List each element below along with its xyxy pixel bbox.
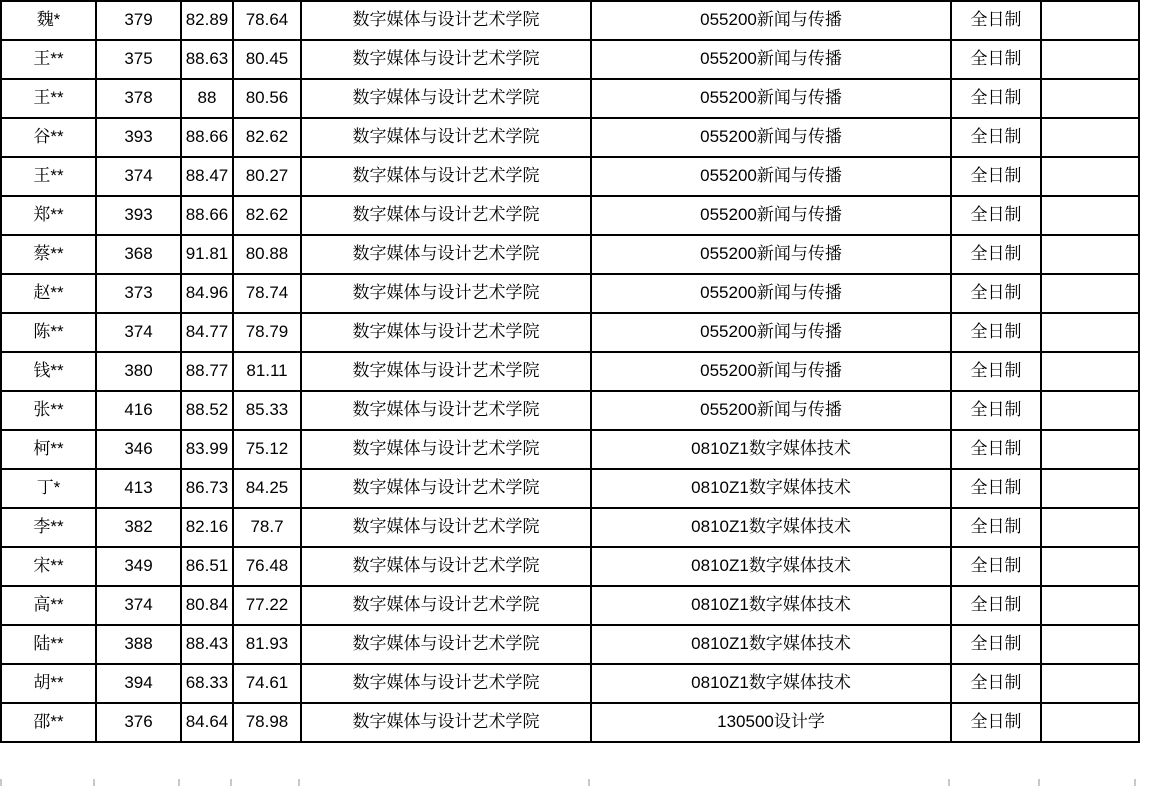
score-1-cell: 376	[96, 703, 181, 742]
score-1-cell: 413	[96, 469, 181, 508]
remark-cell	[1041, 469, 1139, 508]
score-3-cell: 78.7	[233, 508, 301, 547]
score-3-cell: 78.64	[233, 1, 301, 40]
score-1-cell: 379	[96, 1, 181, 40]
column-rule-stub	[1040, 779, 1136, 786]
major-cell: 055200新闻与传播	[591, 196, 951, 235]
major-cell: 055200新闻与传播	[591, 1, 951, 40]
score-1-cell: 394	[96, 664, 181, 703]
score-1-cell: 378	[96, 79, 181, 118]
score-2-cell: 84.64	[181, 703, 233, 742]
score-2-cell: 88.66	[181, 118, 233, 157]
name-cell: 李**	[1, 508, 96, 547]
study-mode-cell: 全日制	[951, 118, 1041, 157]
college-cell: 数字媒体与设计艺术学院	[301, 196, 591, 235]
score-3-cell: 85.33	[233, 391, 301, 430]
table-row	[1, 352, 1139, 391]
score-2-cell: 88.66	[181, 196, 233, 235]
table-row	[1, 40, 1139, 79]
major-cell: 0810Z1数字媒体技术	[591, 586, 951, 625]
score-2-cell: 88.52	[181, 391, 233, 430]
score-3-cell: 80.45	[233, 40, 301, 79]
score-3-cell: 78.79	[233, 313, 301, 352]
score-3-cell: 75.12	[233, 430, 301, 469]
column-rule-stub	[232, 779, 300, 786]
column-rule-stub	[0, 779, 95, 786]
name-cell: 高**	[1, 586, 96, 625]
column-rule-stub	[950, 779, 1040, 786]
study-mode-cell: 全日制	[951, 196, 1041, 235]
study-mode-cell: 全日制	[951, 157, 1041, 196]
score-2-cell: 88.63	[181, 40, 233, 79]
remark-cell	[1041, 118, 1139, 157]
score-1-cell: 393	[96, 196, 181, 235]
major-cell: 055200新闻与传播	[591, 274, 951, 313]
college-cell: 数字媒体与设计艺术学院	[301, 157, 591, 196]
score-3-cell: 80.56	[233, 79, 301, 118]
study-mode-cell: 全日制	[951, 79, 1041, 118]
major-cell: 055200新闻与传播	[591, 235, 951, 274]
score-3-cell: 77.22	[233, 586, 301, 625]
remark-cell	[1041, 547, 1139, 586]
results-table-body	[1, 1, 1139, 742]
name-cell: 赵**	[1, 274, 96, 313]
college-cell: 数字媒体与设计艺术学院	[301, 352, 591, 391]
table-row	[1, 313, 1139, 352]
college-cell: 数字媒体与设计艺术学院	[301, 547, 591, 586]
study-mode-cell: 全日制	[951, 235, 1041, 274]
table-row	[1, 508, 1139, 547]
college-cell: 数字媒体与设计艺术学院	[301, 586, 591, 625]
major-cell: 0810Z1数字媒体技术	[591, 469, 951, 508]
table-row	[1, 625, 1139, 664]
column-rule-stub	[95, 779, 180, 786]
major-cell: 055200新闻与传播	[591, 40, 951, 79]
cropped-next-row-border	[0, 779, 1138, 786]
score-2-cell: 91.81	[181, 235, 233, 274]
score-1-cell: 374	[96, 586, 181, 625]
score-1-cell: 380	[96, 352, 181, 391]
score-1-cell: 416	[96, 391, 181, 430]
study-mode-cell: 全日制	[951, 469, 1041, 508]
major-cell: 055200新闻与传播	[591, 391, 951, 430]
score-3-cell: 80.88	[233, 235, 301, 274]
table-row	[1, 430, 1139, 469]
study-mode-cell: 全日制	[951, 586, 1041, 625]
college-cell: 数字媒体与设计艺术学院	[301, 391, 591, 430]
table-row	[1, 118, 1139, 157]
name-cell: 宋**	[1, 547, 96, 586]
major-cell: 055200新闻与传播	[591, 118, 951, 157]
major-cell: 055200新闻与传播	[591, 157, 951, 196]
table-row	[1, 391, 1139, 430]
college-cell: 数字媒体与设计艺术学院	[301, 430, 591, 469]
score-1-cell: 374	[96, 313, 181, 352]
college-cell: 数字媒体与设计艺术学院	[301, 118, 591, 157]
remark-cell	[1041, 430, 1139, 469]
college-cell: 数字媒体与设计艺术学院	[301, 1, 591, 40]
college-cell: 数字媒体与设计艺术学院	[301, 274, 591, 313]
remark-cell	[1041, 703, 1139, 742]
table-row	[1, 235, 1139, 274]
remark-cell	[1041, 40, 1139, 79]
name-cell: 魏*	[1, 1, 96, 40]
remark-cell	[1041, 664, 1139, 703]
study-mode-cell: 全日制	[951, 703, 1041, 742]
score-1-cell: 374	[96, 157, 181, 196]
study-mode-cell: 全日制	[951, 508, 1041, 547]
remark-cell	[1041, 391, 1139, 430]
major-cell: 130500设计学	[591, 703, 951, 742]
score-1-cell: 349	[96, 547, 181, 586]
name-cell: 郑**	[1, 196, 96, 235]
study-mode-cell: 全日制	[951, 664, 1041, 703]
table-row	[1, 586, 1139, 625]
name-cell: 丁*	[1, 469, 96, 508]
score-2-cell: 86.73	[181, 469, 233, 508]
name-cell: 陆**	[1, 625, 96, 664]
score-2-cell: 84.77	[181, 313, 233, 352]
remark-cell	[1041, 625, 1139, 664]
table-row	[1, 469, 1139, 508]
major-cell: 0810Z1数字媒体技术	[591, 547, 951, 586]
column-rule-stub	[590, 779, 950, 786]
score-3-cell: 76.48	[233, 547, 301, 586]
remark-cell	[1041, 274, 1139, 313]
score-3-cell: 82.62	[233, 196, 301, 235]
table-row	[1, 703, 1139, 742]
score-1-cell: 373	[96, 274, 181, 313]
remark-cell	[1041, 1, 1139, 40]
study-mode-cell: 全日制	[951, 391, 1041, 430]
college-cell: 数字媒体与设计艺术学院	[301, 235, 591, 274]
score-2-cell: 83.99	[181, 430, 233, 469]
name-cell: 王**	[1, 79, 96, 118]
score-2-cell: 88	[181, 79, 233, 118]
study-mode-cell: 全日制	[951, 313, 1041, 352]
college-cell: 数字媒体与设计艺术学院	[301, 508, 591, 547]
table-row	[1, 1, 1139, 40]
name-cell: 邵**	[1, 703, 96, 742]
major-cell: 0810Z1数字媒体技术	[591, 664, 951, 703]
major-cell: 0810Z1数字媒体技术	[591, 508, 951, 547]
score-1-cell: 382	[96, 508, 181, 547]
score-3-cell: 78.98	[233, 703, 301, 742]
table-row	[1, 274, 1139, 313]
score-1-cell: 393	[96, 118, 181, 157]
score-2-cell: 88.43	[181, 625, 233, 664]
remark-cell	[1041, 79, 1139, 118]
score-3-cell: 81.93	[233, 625, 301, 664]
name-cell: 张**	[1, 391, 96, 430]
column-rule-stub	[180, 779, 232, 786]
remark-cell	[1041, 157, 1139, 196]
column-rule-stub	[300, 779, 590, 786]
name-cell: 钱**	[1, 352, 96, 391]
college-cell: 数字媒体与设计艺术学院	[301, 625, 591, 664]
score-2-cell: 68.33	[181, 664, 233, 703]
table-row	[1, 547, 1139, 586]
name-cell: 陈**	[1, 313, 96, 352]
major-cell: 055200新闻与传播	[591, 352, 951, 391]
score-3-cell: 82.62	[233, 118, 301, 157]
table-row	[1, 79, 1139, 118]
table-row	[1, 157, 1139, 196]
score-2-cell: 82.16	[181, 508, 233, 547]
study-mode-cell: 全日制	[951, 1, 1041, 40]
score-3-cell: 80.27	[233, 157, 301, 196]
college-cell: 数字媒体与设计艺术学院	[301, 664, 591, 703]
score-2-cell: 88.77	[181, 352, 233, 391]
study-mode-cell: 全日制	[951, 430, 1041, 469]
name-cell: 胡**	[1, 664, 96, 703]
name-cell: 蔡**	[1, 235, 96, 274]
score-1-cell: 368	[96, 235, 181, 274]
major-cell: 0810Z1数字媒体技术	[591, 625, 951, 664]
score-2-cell: 80.84	[181, 586, 233, 625]
score-2-cell: 84.96	[181, 274, 233, 313]
remark-cell	[1041, 508, 1139, 547]
name-cell: 柯**	[1, 430, 96, 469]
remark-cell	[1041, 235, 1139, 274]
table-row	[1, 196, 1139, 235]
major-cell: 055200新闻与传播	[591, 313, 951, 352]
study-mode-cell: 全日制	[951, 274, 1041, 313]
remark-cell	[1041, 196, 1139, 235]
score-1-cell: 375	[96, 40, 181, 79]
score-3-cell: 84.25	[233, 469, 301, 508]
score-3-cell: 78.74	[233, 274, 301, 313]
remark-cell	[1041, 313, 1139, 352]
remark-cell	[1041, 352, 1139, 391]
name-cell: 谷**	[1, 118, 96, 157]
score-2-cell: 88.47	[181, 157, 233, 196]
score-3-cell: 81.11	[233, 352, 301, 391]
study-mode-cell: 全日制	[951, 352, 1041, 391]
name-cell: 王**	[1, 40, 96, 79]
college-cell: 数字媒体与设计艺术学院	[301, 79, 591, 118]
table-row	[1, 664, 1139, 703]
score-1-cell: 388	[96, 625, 181, 664]
score-1-cell: 346	[96, 430, 181, 469]
score-2-cell: 86.51	[181, 547, 233, 586]
college-cell: 数字媒体与设计艺术学院	[301, 703, 591, 742]
major-cell: 0810Z1数字媒体技术	[591, 430, 951, 469]
name-cell: 王**	[1, 157, 96, 196]
score-3-cell: 74.61	[233, 664, 301, 703]
remark-cell	[1041, 586, 1139, 625]
college-cell: 数字媒体与设计艺术学院	[301, 40, 591, 79]
college-cell: 数字媒体与设计艺术学院	[301, 469, 591, 508]
score-2-cell: 82.89	[181, 1, 233, 40]
major-cell: 055200新闻与传播	[591, 79, 951, 118]
college-cell: 数字媒体与设计艺术学院	[301, 313, 591, 352]
study-mode-cell: 全日制	[951, 625, 1041, 664]
study-mode-cell: 全日制	[951, 40, 1041, 79]
study-mode-cell: 全日制	[951, 547, 1041, 586]
